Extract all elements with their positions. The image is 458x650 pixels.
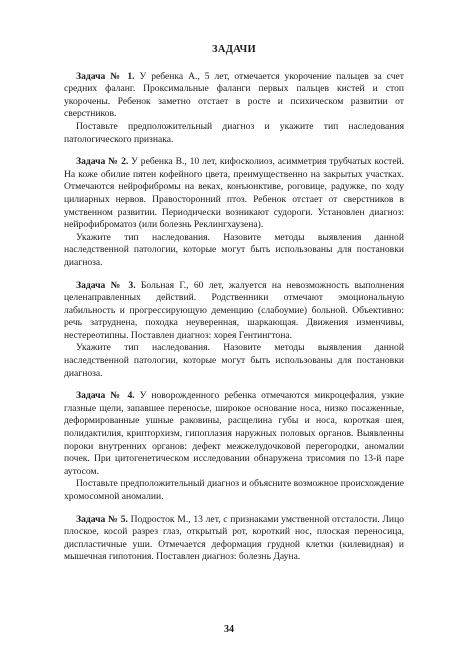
task-5-text xyxy=(64,514,404,564)
task-1-paragraph-2: Поставьте предположительный диагноз и укажите тип наследования патологического признака. xyxy=(64,120,404,145)
task-2-text xyxy=(64,156,404,232)
page-heading: ЗАДАЧИ xyxy=(211,44,256,55)
task-5 xyxy=(64,514,404,564)
task-2-label: Задача № 2. xyxy=(76,156,129,168)
page-body xyxy=(64,44,404,574)
task-3-label: Задача № 3. xyxy=(76,279,136,291)
task-3-text xyxy=(64,280,404,343)
task-3-paragraph-1: Больная Г., 60 лет, жалуется на невозможность выполнения целенаправленных действий. Родственники отмечают эмоциональную лабильность и прогрессирующую деменцию (слабоумие) больной. Объективно: речь затруднена, походка неуверенная, шаркающая. Движения изменчивы, нестереотипны. Поставлен диагноз: хорея Гентингтона. xyxy=(64,279,405,341)
task-2 xyxy=(64,156,404,269)
task-3-paragraph-2: Укажите тип наследования. Назовите методы выявления данной наследственной патологии, которые могут быть использованы для постановки диагноза. xyxy=(64,342,404,379)
task-5-label: Задача № 5. xyxy=(76,513,128,525)
task-3 xyxy=(64,280,404,381)
task-2-paragraph-2: Укажите тип наследования. Назовите методы выявления данной наследственной патологии, которые могут быть использованы для постановки диагноза. xyxy=(64,231,404,268)
task-4-text xyxy=(64,390,404,478)
task-1-label: Задача № 1. xyxy=(76,70,135,82)
page-number: 34 xyxy=(224,624,234,635)
task-1-text xyxy=(64,71,404,121)
task-2-paragraph-1: У ребенка В., 10 лет, кифосколиоз, асимметрия трубчатых костей. На коже обилие пятен кофейного цвета, преимущественно на закрытых участках. Отмечаются нейрофибромы на веках, конъюнктиве, роговице, радужке, по ходу цилиарных нервов. Правосторонний птоз. Ребенок отстает от сверстников в умственном развитии. Периодически возникают судороги. Установлен диагноз: нейрофиброматоз (или болезнь Реклингхаузена). xyxy=(64,156,404,231)
task-5-paragraph-1: Подросток М., 13 лет, с признаками умственной отсталости. Лицо плоское, косой разрез глаз, открытый рот, короткий нос, плоская переносица, диспластичные уши. Отмечается деформация грудной клетки (килевидная) и мышечная гипотония. Поставлен диагноз: болезнь Дауна. xyxy=(64,513,404,563)
task-4-paragraph-1: У новорожденного ребенка отмечаются микроцефалия, узкие глазные щели, запавшее переносье, широкое основание носа, низко посаженные, деформированные ушные раковины, расщелина губы и носа, короткая шея, полидактилия, крипторхизм, гипоплазия наружных половых органов. Выявленны пороки внутренних органов: дефект межжелудочковой перегородки, аномалии почек. При цитогенетическом исследовании обнаружена трисомия по 13-й паре аутосом. xyxy=(64,390,405,477)
task-1-paragraph-1: У ребенка А., 5 лет, отмечается укорочение пальцев за счет средних фаланг. Проксимальные фаланги первых пальцев кистей и стоп укорочены. Ребенок заметно отстает в росте и психическом развитии от сверстников. xyxy=(64,70,404,120)
task-4-label: Задача № 4. xyxy=(76,390,135,402)
task-4 xyxy=(64,390,404,503)
task-1 xyxy=(64,71,404,147)
task-4-paragraph-2: Поставьте предположительный диагноз и объясните возможное происхождение хромосомной аномалии. xyxy=(64,478,404,502)
